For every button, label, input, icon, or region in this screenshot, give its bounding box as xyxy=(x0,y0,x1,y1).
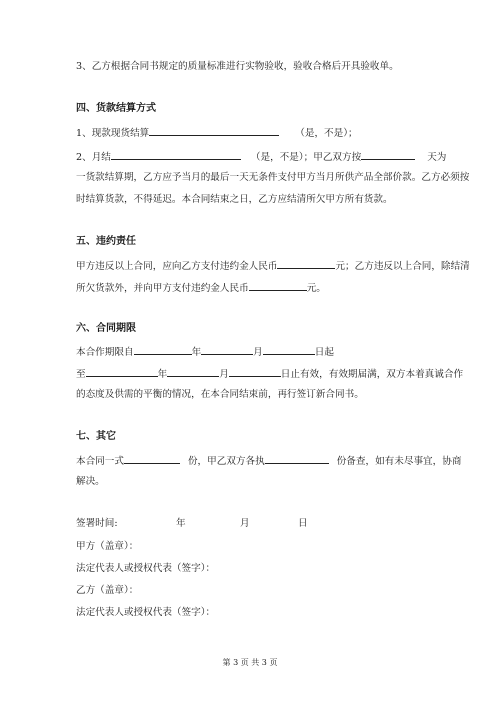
start-year-blank[interactable] xyxy=(134,345,192,355)
party-a-penalty-text: 甲方违反以上合同，应向乙方支付违约金人民币 xyxy=(76,261,278,272)
section-5-heading: 五、违约责任 xyxy=(76,236,136,247)
cash-settlement-blank[interactable] xyxy=(149,126,279,136)
section-6-line-3: 的态度及供需的平衡的情况，在本合同结束前，再行签订新合同书。 xyxy=(76,389,364,400)
year-label: 年 xyxy=(157,369,168,380)
copies-blank[interactable] xyxy=(124,454,180,464)
section-6-line-1 xyxy=(76,345,334,359)
section-5-line-2 xyxy=(76,281,326,295)
term-end-text: 日止有效，有效期届满，双方本着真诚合作 xyxy=(280,369,464,380)
section-4-heading: 四、货款结算方式 xyxy=(76,103,156,114)
cash-settlement-option: （是，不是）； xyxy=(295,128,358,139)
section-7-line-2: 解决。 xyxy=(76,476,105,487)
end-month-blank[interactable] xyxy=(167,367,219,377)
term-end-label: 至 xyxy=(76,369,86,380)
section-4-line-4: 时结算货款，不得延迟。本合同结束之日，乙方应结清所欠甲方所有货款。 xyxy=(76,194,393,205)
year-label: 年 xyxy=(191,347,202,358)
yuan-unit: 元。 xyxy=(306,283,326,294)
monthly-settlement-label: 2、月结 xyxy=(76,152,111,163)
signing-time-label: 签署时间: xyxy=(76,518,118,529)
month-label: 月 xyxy=(219,369,229,380)
start-month-blank[interactable] xyxy=(201,345,253,355)
clause-item-3: 3、乙方根据合同书规定的质量标准进行实物验收，验收合格后开具验收单。 xyxy=(76,61,399,72)
party-b-seal: 乙方（盖章）： xyxy=(76,585,139,596)
section-7-heading: 七、其它 xyxy=(76,431,116,442)
party-a-penalty-blank[interactable] xyxy=(277,259,335,269)
party-b-penalty-text: 元；乙方违反以上合同，除结清 xyxy=(335,261,470,272)
party-b-penalty-text-2: 所欠货款外，并向甲方支付违约金人民币 xyxy=(76,283,249,294)
signing-day-label: 日 xyxy=(298,518,308,529)
party-a-seal: 甲方（盖章）： xyxy=(76,541,139,552)
party-b-representative: 法定代表人或授权代表（签字）： xyxy=(76,607,216,618)
page-number: 第 3 页 共 3 页 xyxy=(222,658,278,667)
each-copies-blank[interactable] xyxy=(265,454,329,464)
cash-settlement-label: 1、现款现货结算 xyxy=(76,128,150,139)
section-5-line-1 xyxy=(76,259,470,273)
section-4-line-2 xyxy=(76,150,446,164)
signing-year-label: 年 xyxy=(176,518,186,529)
copies-remark: 份备查，如有未尽事宜，协商 xyxy=(336,456,462,467)
signing-time-line xyxy=(76,518,308,530)
party-a-representative: 法定代表人或授权代表（签字）： xyxy=(76,563,216,574)
party-b-penalty-blank[interactable] xyxy=(249,281,307,291)
each-party-label: 份，甲乙双方各执 xyxy=(187,456,265,467)
settlement-days-blank[interactable] xyxy=(361,150,415,160)
end-day-blank[interactable] xyxy=(229,367,281,377)
start-day-blank[interactable] xyxy=(263,345,315,355)
monthly-settlement-blank[interactable] xyxy=(111,150,241,160)
section-4-line-3: 一货款结算期，乙方应予当月的最后一天无条件支付甲方当月所供产品全部价款。乙方必须按 xyxy=(76,172,470,183)
end-year-blank[interactable] xyxy=(86,367,158,377)
monthly-settlement-option: （是，不是）；甲乙双方按 xyxy=(250,152,362,163)
signing-month-label: 月 xyxy=(240,518,250,529)
section-7-line-1 xyxy=(76,454,461,468)
day-start-label: 日起 xyxy=(314,347,334,358)
section-6-heading: 六、合同期限 xyxy=(76,323,136,334)
section-6-line-2 xyxy=(76,367,463,381)
copies-label: 本合同一式 xyxy=(76,456,124,467)
settlement-days-unit: 天为 xyxy=(427,152,447,163)
month-label: 月 xyxy=(253,347,263,358)
term-start-label: 本合作期限自 xyxy=(76,347,134,358)
section-4-line-1 xyxy=(76,126,358,140)
